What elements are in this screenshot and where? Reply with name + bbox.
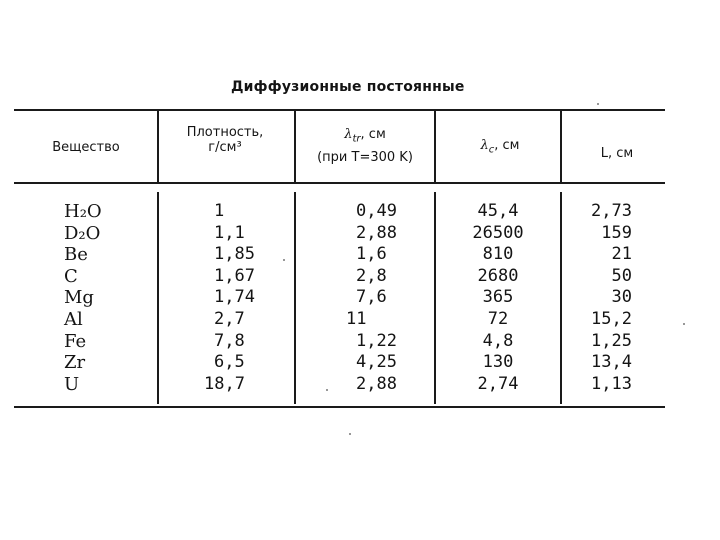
table-cell: 13,4	[591, 352, 632, 373]
table-cell: C	[64, 265, 78, 287]
column-divider	[560, 111, 562, 182]
table-cell: 1,67	[214, 265, 255, 286]
table-cell: Be	[64, 244, 88, 266]
bottom-rule	[14, 406, 665, 408]
lambda-tr-symbol: λ	[344, 127, 353, 142]
table-cell: 2,88	[356, 373, 397, 394]
table-cell: 1,1	[214, 222, 245, 243]
table-cell: 7,8	[214, 330, 245, 351]
header-substance-label: Вещество	[52, 140, 120, 155]
header-lambda-tr	[300, 127, 430, 165]
table-cell: 26500	[472, 222, 524, 243]
header-L-label: L, см	[600, 146, 634, 161]
lambda-tr-column	[344, 201, 414, 395]
column-divider	[434, 111, 436, 182]
table-cell: 1,22	[356, 330, 397, 351]
table-cell: 7,6	[356, 287, 387, 308]
table-cell: 2,7	[214, 308, 245, 329]
table-cell: D₂O	[64, 222, 101, 244]
table-cell: 15,2	[591, 308, 632, 329]
scan-speck	[326, 389, 328, 391]
table-cell: 1,25	[591, 330, 632, 351]
table-cell: 21	[611, 244, 632, 265]
table-cell: 130	[482, 352, 514, 373]
top-rule	[14, 109, 665, 111]
table-cell: 4,8	[482, 330, 514, 351]
header-L	[572, 146, 662, 161]
scan-speck	[349, 433, 351, 435]
scan-speck	[683, 323, 685, 325]
table-cell: 1,74	[214, 287, 255, 308]
column-divider	[157, 192, 159, 404]
table-cell: 2,88	[356, 222, 397, 243]
column-divider	[560, 192, 562, 404]
table-cell: 1,13	[591, 373, 632, 394]
table-cell: 18,7	[204, 373, 245, 394]
table-cell: 6,5	[214, 352, 245, 373]
lambda-c-column	[458, 201, 538, 395]
table-title: Диффузионные постоянные	[231, 79, 465, 95]
column-divider	[157, 111, 159, 182]
header-density	[170, 125, 280, 155]
table-cell: H₂O	[64, 201, 102, 222]
header-density-line1: Плотность,	[186, 125, 264, 140]
table-cell: 1,85	[214, 244, 255, 265]
table-cell: 159	[601, 222, 632, 243]
table-cell: 2680	[477, 265, 519, 286]
column-divider	[294, 111, 296, 182]
scan-speck	[597, 103, 599, 105]
table-cell: 1,6	[356, 244, 387, 265]
scan-speck	[283, 259, 285, 261]
table-cell: Fe	[64, 330, 87, 352]
column-divider	[434, 192, 436, 404]
header-lambda-c	[450, 138, 550, 158]
table-cell: 4,25	[356, 352, 397, 373]
L-column	[570, 201, 632, 395]
table-cell: Zr	[64, 352, 86, 374]
table-cell: U	[64, 373, 80, 395]
lambda-c-unit: , см	[494, 138, 520, 153]
table-cell: Al	[64, 308, 83, 330]
lambda-tr-subscript: tr	[352, 133, 361, 145]
header-rule	[14, 182, 665, 184]
table-cell: 72	[487, 308, 509, 329]
substance-column	[64, 201, 124, 395]
density-column	[200, 201, 270, 395]
table-cell: 0,49	[356, 201, 397, 221]
lambda-c-symbol: λ	[480, 138, 489, 153]
lambda-tr-unit: , см	[360, 127, 386, 142]
table-cell: 50	[611, 265, 632, 286]
table-cell: 30	[611, 287, 632, 308]
table-cell: 2,73	[591, 201, 632, 221]
table-cell: 810	[482, 244, 514, 265]
header-density-line2: г/см³	[208, 140, 242, 155]
table-cell: 1	[214, 201, 225, 221]
table-cell: 2,74	[477, 373, 519, 394]
table-cell: 2,8	[356, 265, 387, 286]
table-cell: 45,4	[477, 201, 519, 221]
table-cell: 365	[482, 287, 514, 308]
table-cell: 11	[346, 308, 367, 329]
lambda-c-subscript: c	[488, 144, 495, 156]
column-divider	[294, 192, 296, 404]
lambda-tr-condition: (при T=300 K)	[317, 149, 413, 165]
table-cell: Mg	[64, 287, 94, 309]
header-substance	[36, 140, 136, 155]
